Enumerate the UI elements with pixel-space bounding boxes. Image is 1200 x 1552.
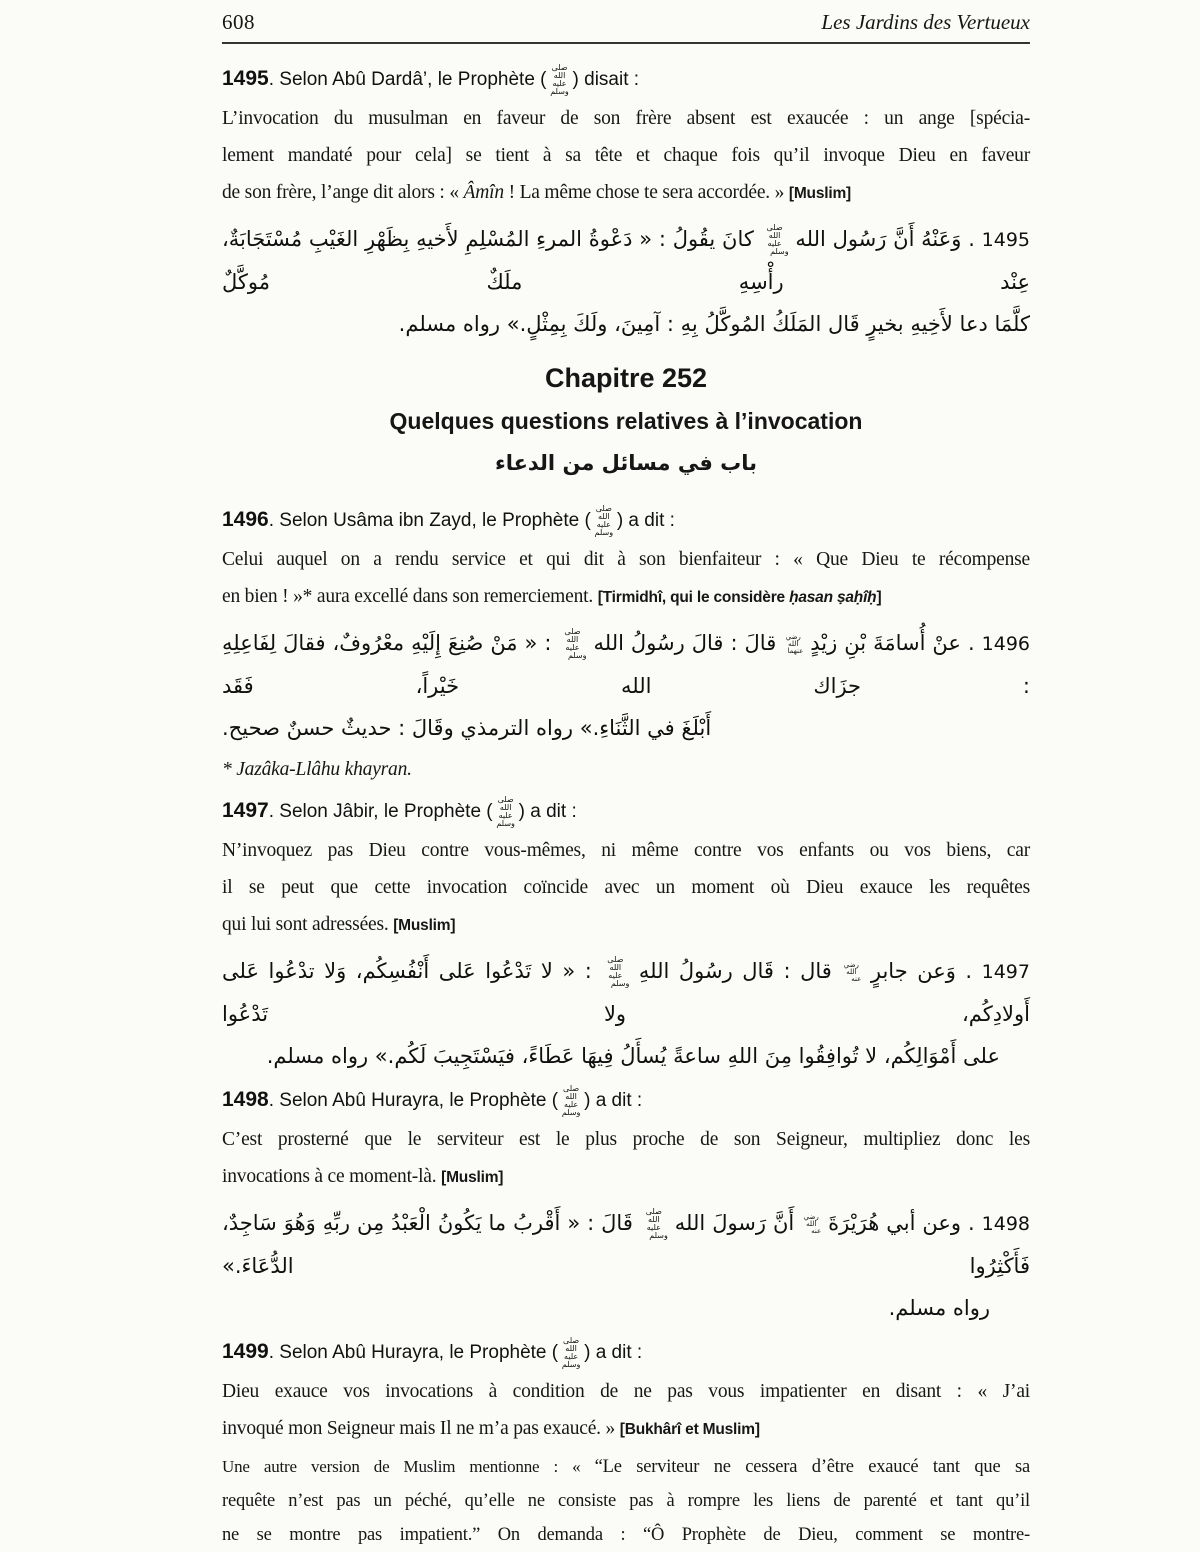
text-line: [222, 1121, 1030, 1158]
text-line: [222, 622, 1030, 707]
text-segment: أَبْلَغَ في الثَّنَاءِ.» رواه الترمذي وقَالَ : حديثٌ حسنٌ صحيح.: [222, 716, 712, 740]
seg-cite: ]: [876, 589, 882, 606]
text-segment: . وَعَنْهُ أَنَّ رَسُول الله: [788, 227, 982, 251]
seg-cite: [Muslim]: [393, 917, 456, 934]
seg-h: . Selon Abû Hurayra, le Prophète (: [268, 1090, 559, 1112]
seg-sawar: صلى الله عليه وسلم: [645, 1208, 668, 1240]
text-line: [222, 832, 1030, 869]
seg-num: 1495: [981, 229, 1030, 251]
seg-h: ) a dit :: [584, 1342, 643, 1364]
seg-h: . Selon Abû Dardâ’, le Prophète (: [268, 69, 547, 91]
hadith-1496-arabic: [222, 622, 1030, 749]
hadith-1497: [222, 796, 1030, 1077]
text-line: [222, 1410, 1030, 1448]
text-segment: lement mandaté pour cela] se tient à sa tête et chaque fois qu’il invoque Dieu en faveur: [222, 145, 1030, 166]
hadith-1495-heading: [222, 64, 1030, 96]
book-title: Les Jardins des Vertueux: [821, 10, 1030, 34]
seg-sawar: صلى الله عليه وسلم: [607, 956, 630, 988]
seg-citei: ḥasan ṣaḥîḥ: [789, 589, 877, 606]
seg-cite: [Muslim]: [788, 185, 851, 202]
text-line: [222, 950, 1030, 1035]
text-segment: de son frère, l’ange dit alors : «: [222, 182, 464, 203]
text-line: [222, 402, 1030, 444]
chapter-heading: [222, 359, 1030, 485]
hadith-1499-body: [222, 1373, 1030, 1448]
seg-hnum: 1498: [222, 1088, 269, 1112]
seg-h: . Selon Jâbir, le Prophète (: [268, 801, 493, 823]
text-segment: invocations à ce moment-là.: [222, 1166, 442, 1187]
seg-saw: صلى الله عليه وسلم: [496, 796, 515, 828]
text-line: [222, 303, 1030, 345]
seg-saw: صلى الله عليه وسلم: [594, 505, 614, 537]
seg-fn: * Jazâka-Llâhu khayran.: [222, 759, 412, 780]
text-segment: قالَ : قالَ رسُولُ الله: [586, 631, 784, 655]
text-segment: . عنْ أُسامَةَ بْنِ زيْدٍ: [803, 631, 982, 655]
seg-ch1: Chapitre 252: [544, 363, 708, 393]
text-line: [222, 1035, 1030, 1077]
text-segment: en bien ! »* aura excellé dans son remerciement.: [222, 586, 598, 607]
seg-i: Âmîn: [463, 182, 504, 203]
seg-char: باب في مسائل من الدعاء: [494, 451, 758, 475]
text-segment: كانَ يقُولُ : « دَعْوةُ المرءِ المُسْلِمِ لأَخيهِ بِظَهْرِ الغَيْبِ مُسْتَجَابَةٌ، عِنْد رأْسِهِ ملَكٌ مُوكَّلٌ: [222, 227, 1030, 294]
text-segment: qui lui sont adressées.: [222, 914, 394, 935]
seg-h: . Selon Abû Hurayra, le Prophète (: [268, 1342, 559, 1364]
text-line: [222, 174, 1030, 212]
hadith-1497-arabic: [222, 950, 1030, 1077]
text-segment: Celui auquel on a rendu service et qui dit à son bienfaiteur : « Que Dieu te récompense: [222, 549, 1030, 570]
text-segment: أَنَّ رَسولَ الله: [667, 1211, 802, 1235]
seg-hnum: 1495: [222, 67, 269, 91]
text-line: [222, 1287, 1030, 1329]
text-line: [222, 1450, 1030, 1484]
text-segment: requête n’est pas un péché, qu’elle ne consiste pas à rompre les liens de parenté et tant qu’il: [222, 1491, 1030, 1511]
text-line: [222, 100, 1030, 137]
hadith-1498: [222, 1085, 1030, 1329]
text-segment: C’est prosterné que le serviteur est le plus proche de son Seigneur, multipliez donc les: [222, 1129, 1030, 1150]
text-line: [222, 444, 1030, 485]
seg-saw: صلى الله عليه وسلم: [550, 64, 569, 96]
text-segment: “Le serviteur ne cessera d’être exaucé tant que sa: [594, 1457, 1030, 1477]
text-segment: N’invoquez pas Dieu contre vous-mêmes, ni même contre vos enfants ou vos biens, car: [222, 840, 1030, 861]
text-line: [222, 1518, 1030, 1552]
text-segment: قال : قَال رسُولُ اللهِ: [629, 959, 842, 983]
text-line: [222, 359, 1030, 402]
seg-saw: صلى الله عليه وسلم: [561, 1085, 581, 1117]
text-line: [222, 796, 1030, 828]
text-line: [222, 869, 1030, 906]
hadith-1496-body: [222, 541, 1030, 616]
seg-raa: رضي الله عنه: [843, 961, 862, 983]
text-segment: . وعن أبي هُرَيْرَةَ: [821, 1211, 982, 1235]
seg-saw: صلى الله عليه وسلم: [561, 1337, 581, 1369]
seg-cite: [Tirmidhî, qui le considère: [597, 589, 790, 606]
text-segment: Dieu exauce vos invocations à condition de ne pas vous impatienter en disant : « J’ai: [222, 1381, 1030, 1402]
text-segment: . وَعن جابرٍ: [861, 959, 982, 983]
hadith-1495: [222, 64, 1030, 345]
text-line: [222, 1373, 1030, 1410]
text-segment: il se peut que cette invocation coïncide avec un moment où Dieu exauce les requêtes: [222, 877, 1030, 898]
seg-h: ) a dit :: [518, 801, 577, 823]
seg-num: 1497: [981, 961, 1030, 983]
hadith-1499-heading: [222, 1337, 1030, 1369]
hadith-1496-heading: [222, 505, 1030, 537]
text-line: [222, 1158, 1030, 1196]
seg-num: 1498: [981, 1213, 1030, 1235]
page-number: 608: [222, 10, 255, 34]
seg-num: 1496: [981, 633, 1030, 655]
text-line: [222, 505, 1030, 537]
hadith-1499-extra-version: [222, 1450, 1030, 1552]
seg-h: . Selon Usâma ibn Zayd, le Prophète (: [268, 510, 591, 532]
seg-raa: رضي الله عنه: [803, 1213, 822, 1235]
text-line: [222, 541, 1030, 578]
hadith-1495-body: [222, 100, 1030, 212]
seg-h: ) disait :: [572, 69, 640, 91]
text-line: [222, 1085, 1030, 1117]
seg-hnum: 1497: [222, 799, 269, 823]
text-line: [222, 707, 1030, 749]
text-line: [222, 1337, 1030, 1369]
hadith-1496: [222, 505, 1030, 788]
text-line: [222, 1202, 1030, 1287]
hadith-1497-heading: [222, 796, 1030, 828]
seg-sawar: صلى الله عليه وسلم: [564, 628, 587, 660]
text-segment: invoqué mon Seigneur mais Il ne m’a pas exaucé. »: [222, 1418, 620, 1439]
text-line: [222, 137, 1030, 174]
text-line: [222, 751, 1030, 788]
seg-cite: [Muslim]: [441, 1169, 504, 1186]
text-segment: رواه مسلم.: [888, 1296, 990, 1320]
seg-hnum: 1496: [222, 508, 269, 532]
hadith-1496-footnote: [222, 751, 1030, 788]
text-segment: ! La même chose te sera accordée. »: [503, 182, 789, 203]
text-segment: : « لا تَدْعُوا عَلى أَنْفُسِكُم، وَلا تدْعُوا عَلى أَولادِكُم، ولا تَدْعُوا: [222, 959, 1030, 1026]
page-header: [222, 10, 1030, 36]
text-line: [222, 906, 1030, 944]
seg-h: ) a dit :: [616, 510, 675, 532]
text-line: [222, 218, 1030, 303]
seg-ch2: Quelques questions relatives à l’invocation: [389, 408, 863, 434]
seg-small: Une autre version de Muslim mentionne : «: [222, 1457, 595, 1476]
text-segment: ne se montre pas impatient.” On demanda : “Ô Prophète de Dieu, comment se montre-: [222, 1525, 1030, 1545]
text-line: [222, 1484, 1030, 1518]
seg-h: ) a dit :: [584, 1090, 643, 1112]
seg-raa: رضي الله عنهما: [785, 633, 804, 655]
hadith-1497-body: [222, 832, 1030, 944]
text-segment: كلَّمَا دعا لأَخِيهِ بخيرٍ قَال المَلَكُ المُوكَّلُ بِهِ : آمِينَ، ولَكَ بِمِثْلٍ.» رواه مسلم.: [398, 312, 1030, 336]
text-line: [222, 64, 1030, 96]
hadith-1498-arabic: [222, 1202, 1030, 1329]
seg-sawar: صلى الله عليه وسلم: [766, 224, 789, 256]
text-segment: قَالَ : « أَقْربُ ما يَكُونُ الْعَبْدُ مِن ربِّهِ وَهُوَ سَاجِدٌ، فَأَكْثِرُوا الدُّعَاءَ.»: [222, 1211, 1030, 1278]
hadith-1498-heading: [222, 1085, 1030, 1117]
hadith-1499: [222, 1337, 1030, 1552]
text-segment: L’invocation du musulman en faveur de son frère absent est exaucée : un ange [spécia-: [222, 108, 1030, 129]
text-line: [222, 578, 1030, 616]
text-segment: على أَمْوَالِكُم، لا تُوافِقُوا مِنَ اللهِ ساعةً يُسأَلُ فِيهَا عَطَاءً، فيَسْتَجِيبَ لَكُم.» رواه مسلم.: [266, 1044, 1000, 1068]
hadith-1495-arabic: [222, 218, 1030, 345]
hadith-1498-body: [222, 1121, 1030, 1196]
seg-hnum: 1499: [222, 1340, 269, 1364]
text-segment: : « مَنْ صُنِعَ إِلَيْهِ معْرُوفٌ، فقالَ لِفَاعِلِهِ : جزَاك الله خَيْراً، فَقَد: [222, 631, 1030, 698]
seg-cite: [Bukhârî et Muslim]: [619, 1421, 760, 1438]
header-rule: [222, 42, 1030, 44]
